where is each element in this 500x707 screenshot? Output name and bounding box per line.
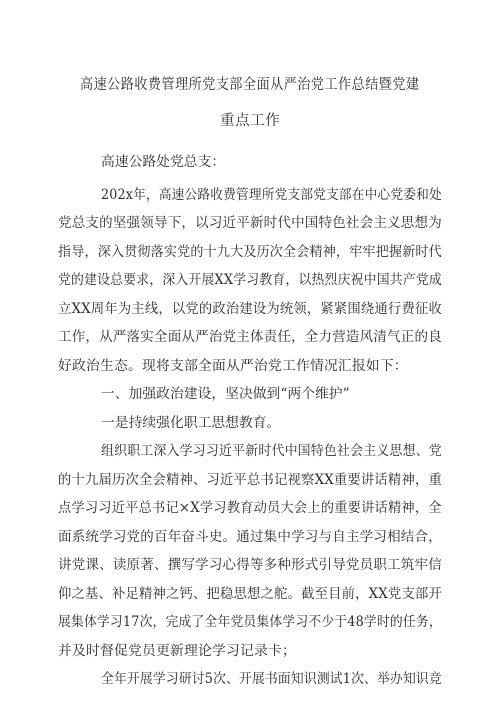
para1-line-2: 党总支的坚强领导下，以习近平新时代中国特色社会主义思想为 <box>58 215 442 231</box>
para1-line-7: 好政治生态。现将支部全面从严治党工作情况汇报如下： <box>58 358 408 374</box>
salutation: 高速公路处党总支： <box>101 154 226 170</box>
section-subheading-1: 一是持续强化职工思想教育。 <box>101 415 281 431</box>
para3-line-1: 全年开展学习研讨5次、开展书面知识测试1次、举办知识竞 <box>101 671 442 687</box>
para2-line-8: 并及时督促党员更新理论学习记录卡； <box>58 643 296 659</box>
para2-line-1: 组织职工深入学习习近平新时代中国特色社会主义思想、党 <box>101 443 442 459</box>
para1-line-3: 指导，深入贯彻落实党的十九大及历次全会精神，牢牢把握新时代 <box>58 244 442 260</box>
para2-line-2: 的十九届历次全会精神、习近平总书记视察XX重要讲话精神，重 <box>58 472 442 488</box>
document-title-line-1: 高速公路收费管理所党支部全面从严治党工作总结暨党建 <box>80 77 420 93</box>
para2-line-7: 展集体学习17次，完成了全年党员集体学习不少于48学时的任务， <box>58 614 442 630</box>
para2-line-3: 点学习习近平总书记×X学习教育动员大会上的重要讲话精神，全 <box>58 500 442 516</box>
para1-line-4: 党的建设总要求，深入开展XX学习教育，以热烈庆祝中国共产党成 <box>58 272 442 288</box>
para1-line-5: 立XX周年为主线，以党的政治建设为统领，紧紧围绕通行费征收 <box>58 301 442 317</box>
para1-line-6: 工作，从严落实全面从严治党主体责任，全力营造风清气正的良 <box>58 329 442 345</box>
para2-line-5: 讲党课、读原著、撰写学习心得等多种形式引导党员职工筑牢信 <box>58 557 442 573</box>
section-heading-1: 一、加强政治建设，坚决做到“两个维护” <box>101 386 350 402</box>
para2-line-4: 面系统学习党的百年奋斗史。通过集中学习与自主学习相结合， <box>58 529 442 545</box>
document-title-line-2: 重点工作 <box>220 113 281 129</box>
para1-line-1: 202x年，高速公路收费管理所党支部党支部在中心党委和处 <box>101 187 442 203</box>
para2-line-6: 仰之基、补足精神之钙、把稳思想之舵。截至目前，XX党支部开 <box>58 586 442 602</box>
